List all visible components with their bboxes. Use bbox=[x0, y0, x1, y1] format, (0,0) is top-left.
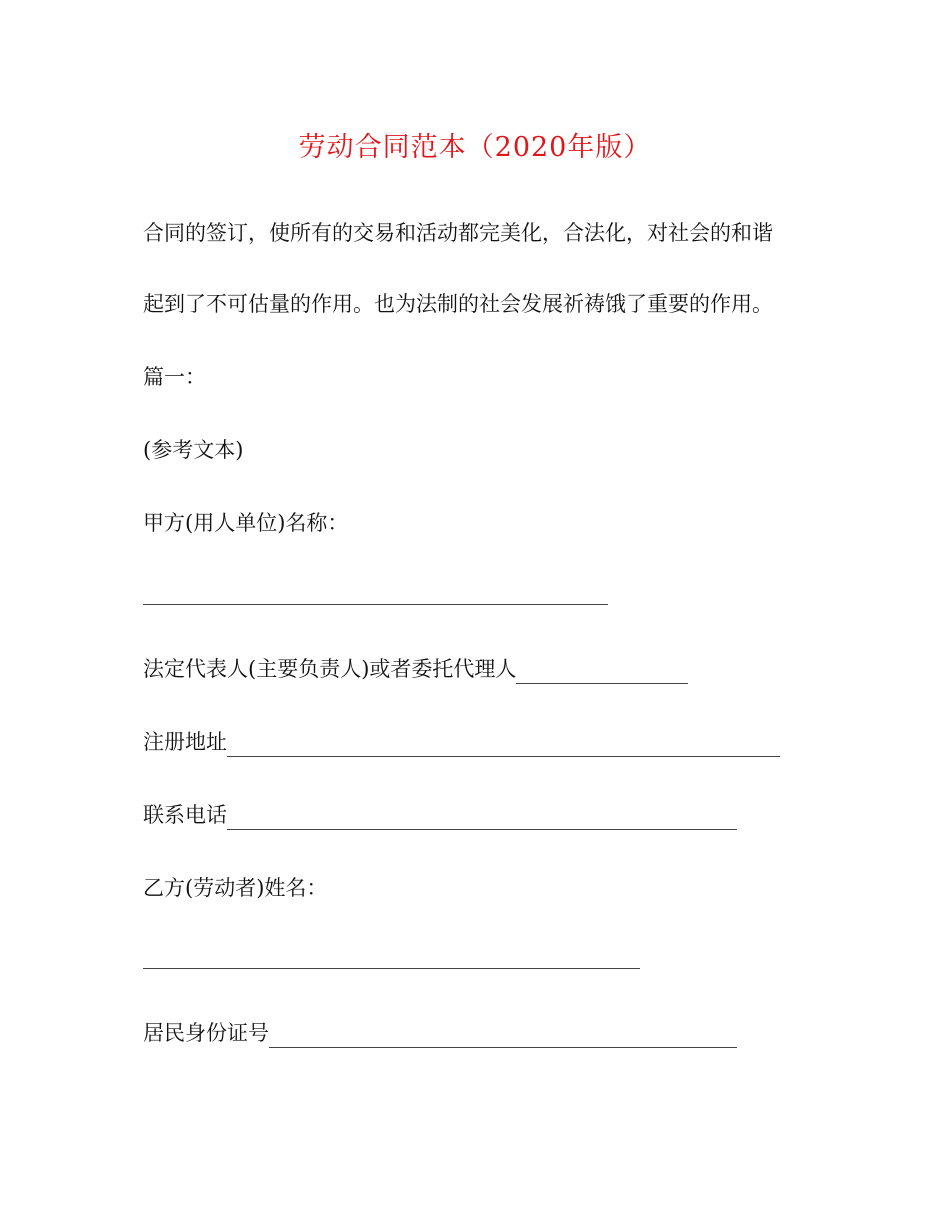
id-number-blank[interactable] bbox=[269, 1024, 737, 1048]
phone-field bbox=[143, 800, 737, 830]
reference-note: (参考文本) bbox=[143, 438, 244, 462]
registered-address-blank[interactable] bbox=[227, 733, 780, 757]
registered-address-label: 注册地址 bbox=[143, 730, 227, 754]
party-a-name-blank[interactable] bbox=[143, 604, 608, 605]
intro-line-1: 合同的签订，使所有的交易和活动都完美化，合法化，对社会的和谐 bbox=[143, 221, 773, 245]
legal-rep-label: 法定代表人(主要负责人)或者委托代理人 bbox=[143, 657, 517, 681]
phone-blank[interactable] bbox=[227, 806, 737, 830]
section-label: 篇一： bbox=[143, 365, 206, 389]
document-title: 劳动合同范本（2020年版） bbox=[298, 132, 652, 163]
party-a-name-label: 甲方(用人单位)名称： bbox=[143, 511, 349, 535]
intro-line-2: 起到了不可估量的作用。也为法制的社会发展祈祷饿了重要的作用。 bbox=[143, 292, 773, 316]
id-number-label: 居民身份证号 bbox=[143, 1021, 269, 1045]
party-b-name-label: 乙方(劳动者)姓名： bbox=[143, 876, 328, 900]
party-b-name-blank[interactable] bbox=[143, 968, 640, 969]
legal-rep-field bbox=[143, 654, 688, 684]
id-number-field bbox=[143, 1018, 737, 1048]
legal-rep-blank[interactable] bbox=[516, 660, 688, 684]
phone-label: 联系电话 bbox=[143, 803, 227, 827]
registered-address-field bbox=[143, 727, 780, 757]
